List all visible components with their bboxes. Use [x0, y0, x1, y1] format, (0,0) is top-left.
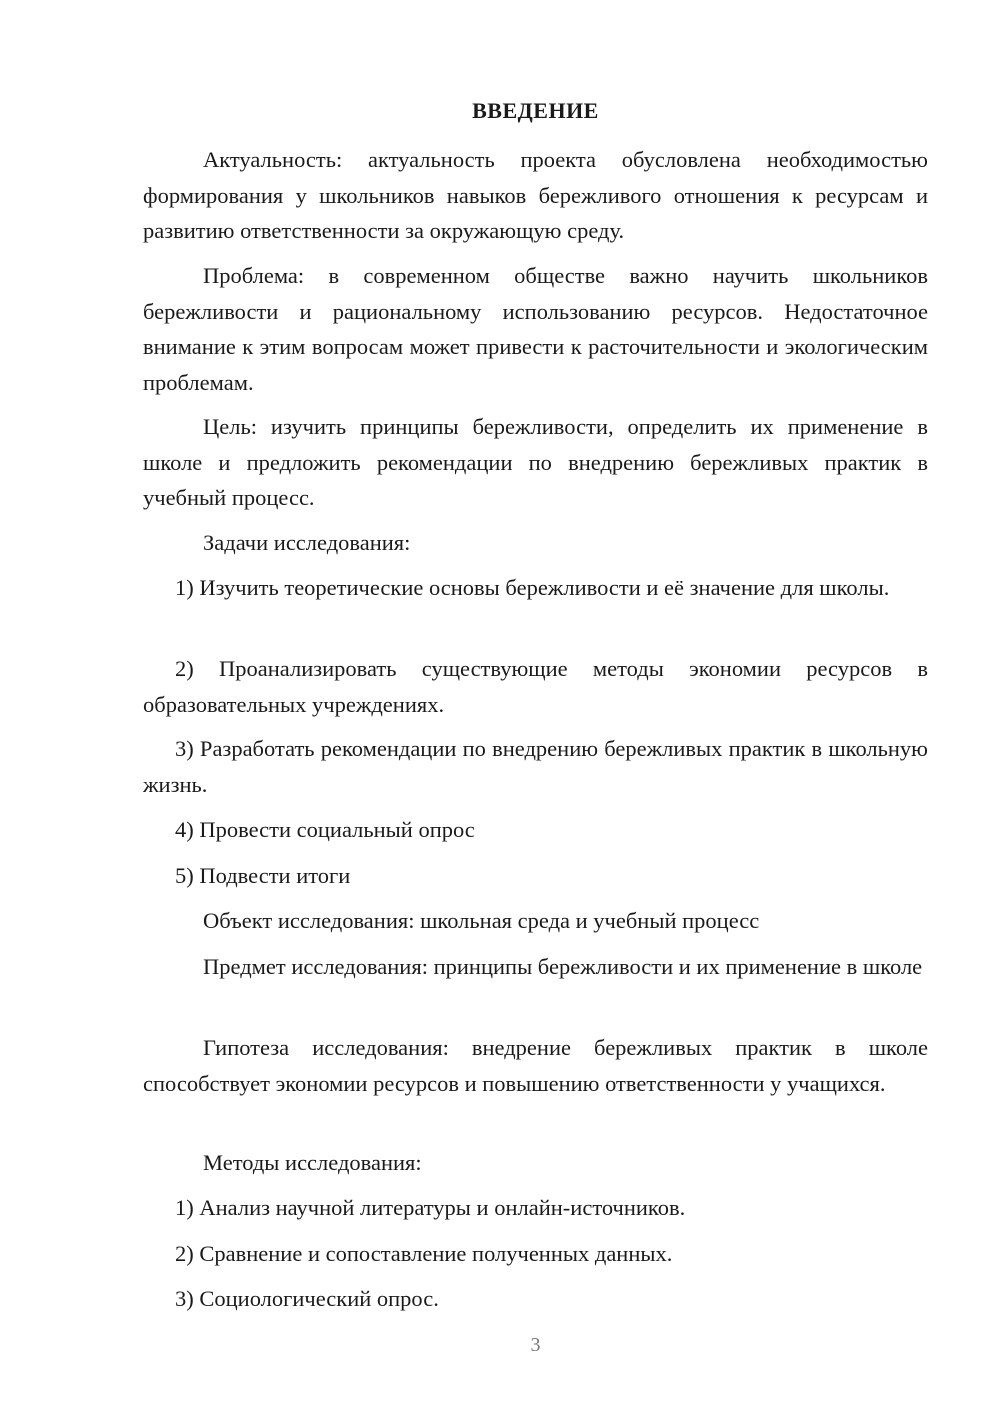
list-item-task-1: 1) Изучить теоретические основы бережливости и её значение для школы. — [175, 575, 890, 600]
list-item-task-2: 2) Проанализировать существующие методы экономии ресурсов в образовательных учреждениях. — [143, 656, 928, 717]
list-item-task-5: 5) Подвести итоги — [175, 863, 351, 888]
list-item-task-3: 3) Разработать рекомендации по внедрению бережливых практик в школьную жизнь. — [143, 736, 928, 797]
list-item-method-3: 3) Социологический опрос. — [175, 1286, 439, 1311]
list-item-method-2: 2) Сравнение и сопоставление полученных данных. — [175, 1241, 673, 1266]
document-page — [143, 0, 928, 1414]
paragraph-tasks-heading: Задачи исследования: — [203, 530, 411, 555]
paragraph-object: Объект исследования: школьная среда и учебный процесс — [203, 908, 760, 933]
paragraph-subject: Предмет исследования: принципы бережливости и их применение в школе — [203, 954, 923, 979]
paragraph-relevance: Актуальность: актуальность проекта обусловлена необходимостью формирования у школьников навыков бережливого отношения к ресурсам и развитию ответственности за окружающую среду. — [143, 147, 928, 243]
page-title: ВВЕДЕНИЕ — [472, 98, 599, 123]
paragraph-methods-heading: Методы исследования: — [203, 1150, 422, 1175]
page-number: 3 — [530, 1334, 541, 1356]
list-item-task-4: 4) Провести социальный опрос — [175, 817, 475, 842]
paragraph-goal: Цель: изучить принципы бережливости, определить их применение в школе и предложить рекомендации по внедрению бережливых практик в учебный процесс. — [143, 414, 928, 510]
list-item-method-1: 1) Анализ научной литературы и онлайн-источников. — [175, 1195, 686, 1220]
paragraph-hypothesis: Гипотеза исследования: внедрение бережливых практик в школе способствует экономии ресурсов и повышению ответственности у учащихся. — [143, 1035, 928, 1096]
paragraph-problem: Проблема: в современном обществе важно научить школьников бережливости и рациональному использованию ресурсов. Недостаточное внимание к этим вопросам может привести к расточительности и экологическим проблемам. — [143, 263, 928, 395]
